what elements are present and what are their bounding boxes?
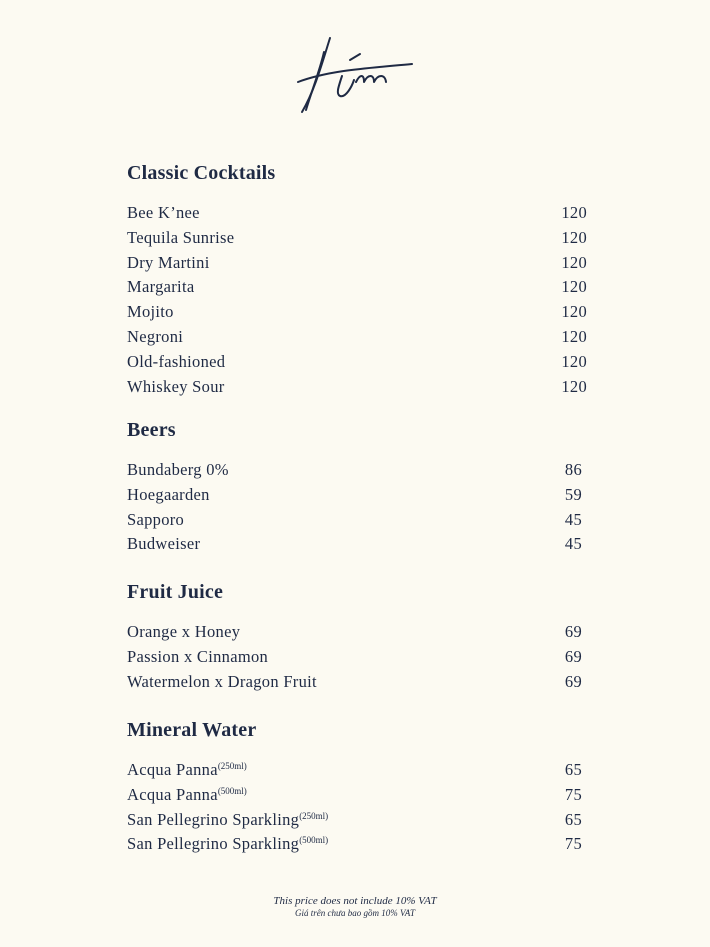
menu-item-label: Dry Martini [127,252,210,272]
menu-item-price: 120 [561,277,587,297]
menu-item-price: 59 [564,484,582,504]
menu-item-label: San Pellegrino Sparkling [127,809,300,829]
menu-item-price: 120 [561,203,587,222]
menu-item [127,302,587,327]
menu-item-label: Orange x Honey [127,622,241,641]
menu-item-label: Hoegaarden [127,484,210,504]
menu-item-name [127,647,268,667]
menu-item-label: Budweiser [127,534,201,554]
menu-item [127,485,587,510]
menu-item-price: 120 [561,351,587,371]
menu-item-name [127,277,194,297]
menu-item [127,810,587,835]
menu-item [127,277,587,302]
menu-item-price: 75 [564,834,582,854]
menu-item-label: Acqua Panna [127,760,218,779]
menu-item-label: Acqua Panna [127,784,218,804]
menu-item-label: Bee K’nee [127,203,200,222]
menu-item-name [127,834,328,854]
menu-item-name [127,228,234,248]
section-beers [127,419,587,559]
menu-item-price: 65 [564,809,582,829]
menu-item-label: Tequila Sunrise [127,227,235,247]
menu-item [127,203,587,228]
menu-item-label: Negroni [127,326,184,346]
menu-item-name [127,485,210,505]
item-list [127,622,587,696]
menu-item-label: Whiskey Sour [127,376,225,396]
menu-item [127,647,587,672]
item-list [127,760,587,859]
menu-item-label: Margarita [127,277,195,297]
menu-item-name [127,534,200,554]
menu-item-label: Passion x Cinnamon [127,646,269,666]
menu-item-label: Old-fashioned [127,351,226,371]
menu-item-name [127,253,210,273]
menu-item-size: (500ml) [299,835,329,846]
menu-item-label: Bundaberg 0% [127,460,229,479]
menu-item-price: 120 [561,227,587,247]
menu-item-name [127,302,174,322]
section-mineral-water [127,719,587,859]
menu-item [127,460,587,485]
menu-item-name [127,352,225,372]
menu-item-name [127,672,317,692]
menu-item-name [127,203,200,223]
menu-item [127,534,587,559]
menu-item [127,352,587,377]
menu-item [127,377,587,402]
menu-item-price: 75 [564,784,582,804]
section-title: Mineral Water [127,719,257,741]
menu-item-price: 65 [564,760,582,779]
menu-item-name [127,810,328,830]
menu-item [127,785,587,810]
menu-item [127,672,587,697]
menu-item-name [127,327,183,347]
menu-item-label: San Pellegrino Sparkling [127,834,300,854]
menu-item-label: Watermelon x Dragon Fruit [127,671,317,691]
menu-item-price: 120 [561,326,587,346]
section-title: Beers [127,419,176,441]
menu-item-size: (500ml) [217,785,247,796]
section-title: Classic Cocktails [127,162,276,184]
menu-item-price: 69 [564,646,582,666]
brand-logo [290,30,420,120]
menu-item [127,834,587,859]
vat-note-vietnamese: Giá trên chưa bao gồm 10% VAT [295,908,415,918]
menu-item [127,760,587,785]
menu-item-name [127,460,229,480]
item-list [127,203,587,401]
menu-item-price: 120 [561,252,587,272]
menu-item-label: Mojito [127,302,174,322]
menu-item-price: 120 [561,302,587,322]
menu-item-label: Sapporo [127,509,185,529]
menu-item-price: 69 [564,622,582,641]
signature-logo-icon [290,30,420,120]
section-title: Fruit Juice [127,581,224,603]
menu-item-price: 120 [561,376,587,396]
menu-item-name [127,785,247,805]
menu-item-size: (250ml) [299,810,329,821]
item-list [127,460,587,559]
vat-note-english: This price does not include 10% VAT [273,895,437,907]
section-fruit-juice [127,581,587,696]
menu-item-price: 69 [564,671,582,691]
menu-item [127,510,587,535]
menu-item-name [127,377,225,397]
menu-item-price: 45 [564,509,582,529]
section-classic-cocktails [127,162,587,401]
menu-item [127,622,587,647]
menu-item [127,228,587,253]
vat-note [0,895,710,918]
menu-item-price: 45 [564,534,582,554]
menu-item-name [127,510,184,530]
menu-item-name [127,622,240,642]
menu-item-name [127,760,247,780]
menu-item-size: (250ml) [217,761,247,771]
menu-item [127,327,587,352]
menu-item [127,253,587,278]
menu-item-price: 86 [564,460,582,479]
